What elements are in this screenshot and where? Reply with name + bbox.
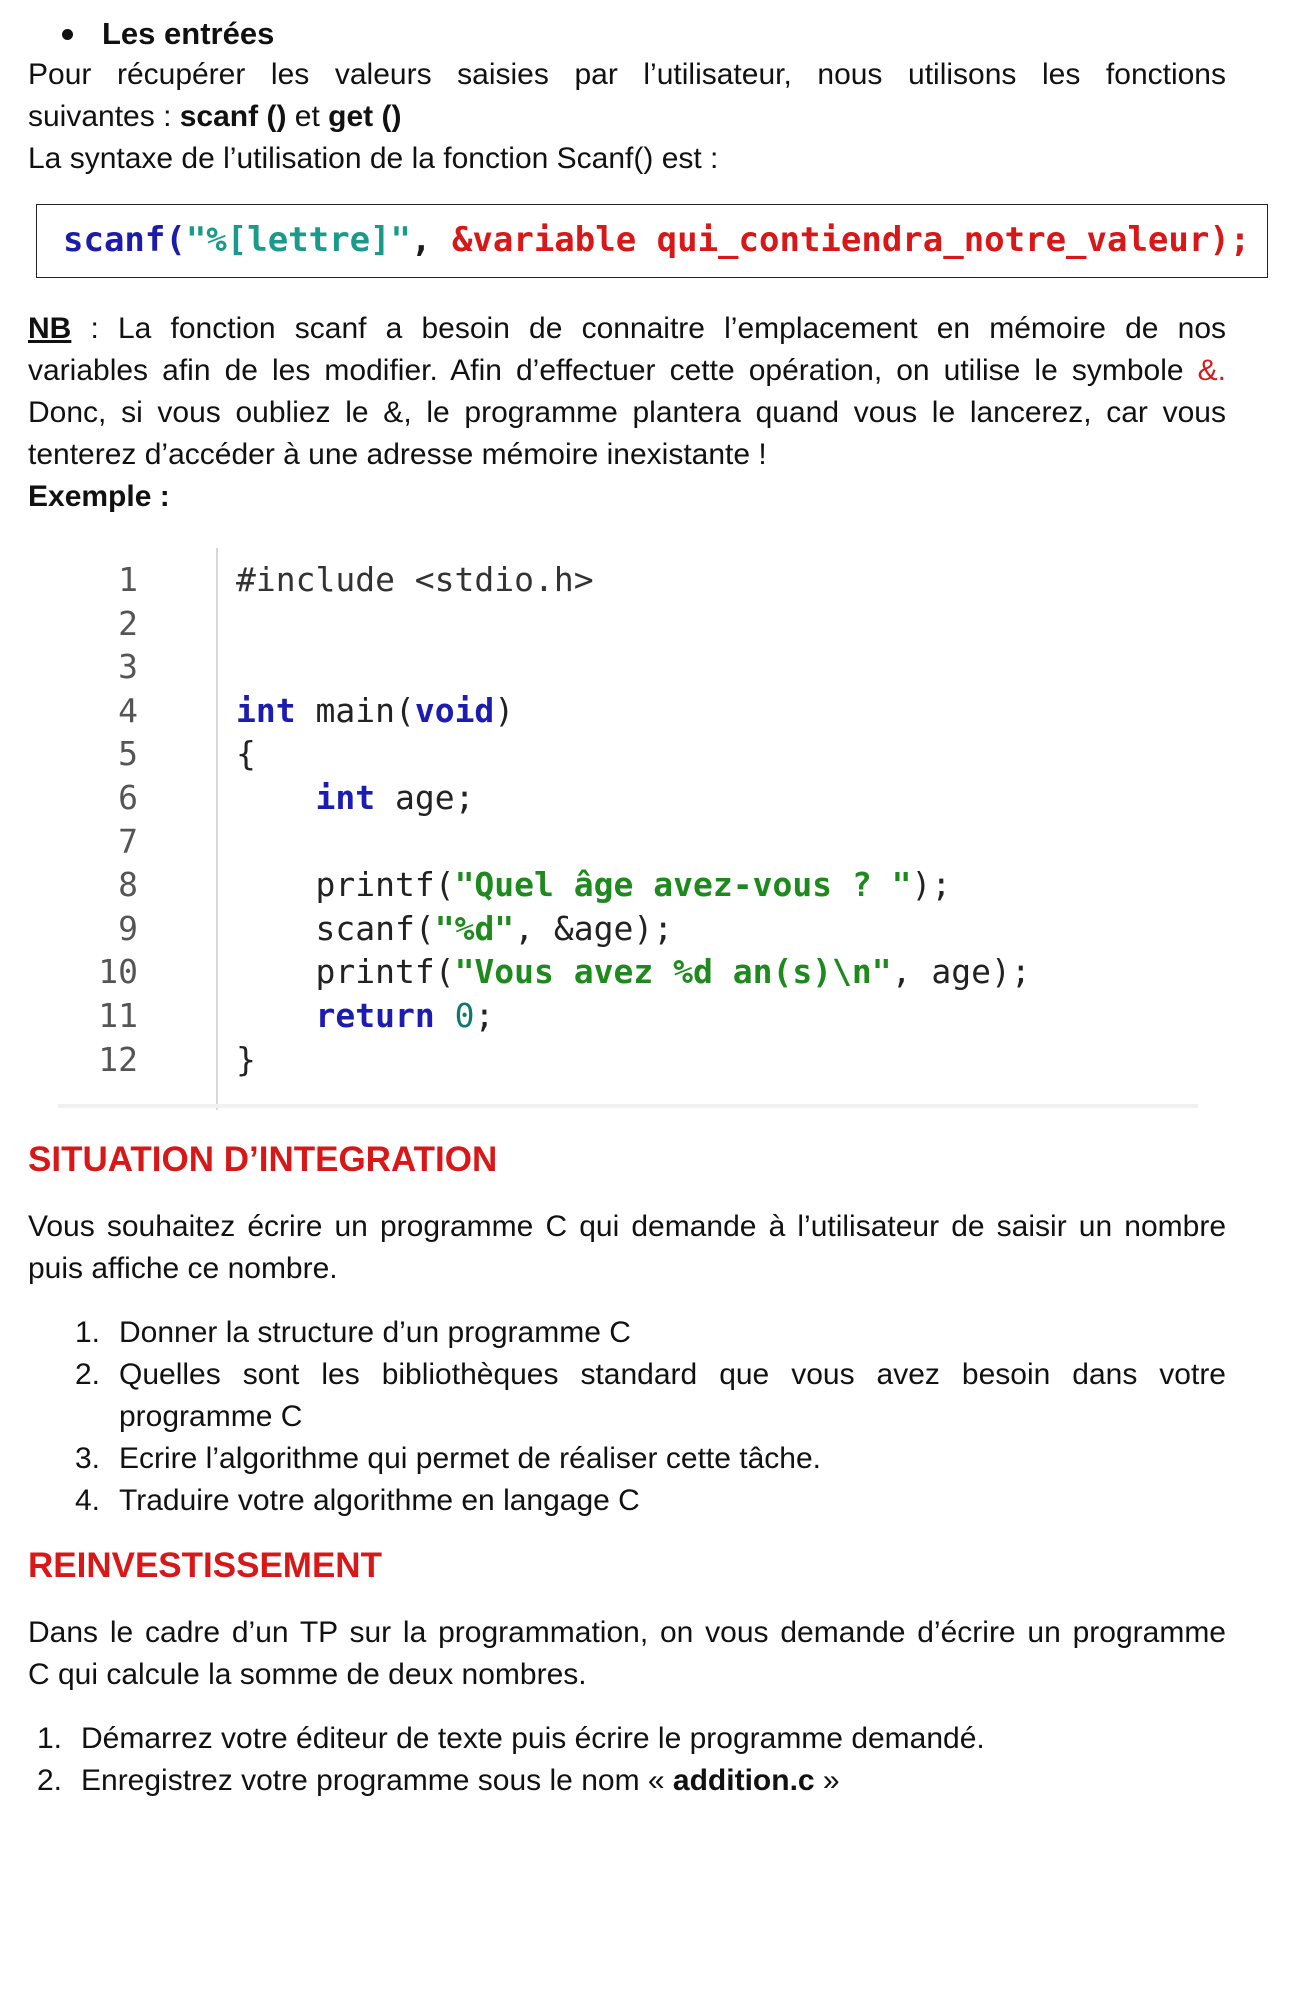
syntax-variable: &variable qui_contiendra_notre_valeur); (451, 220, 1251, 260)
intro-line-3: La syntaxe de l’utilisation de la fonction Scanf() est : (28, 142, 719, 175)
code-line-10: printf("Vous avez %d an(s)\n", age); (315, 952, 1031, 992)
code-line-1: #include <stdio.h> (236, 560, 594, 599)
syntax-box (36, 204, 1268, 278)
line-number-gutter (60, 558, 158, 1081)
code-bottom-divider (58, 1104, 1198, 1108)
get-term: get () (328, 100, 402, 133)
code-line-2 (236, 602, 1031, 646)
code-line-9: scanf("%d", &age); (315, 908, 674, 948)
list-item: 2. Quelles sont les bibliothèques standard que vous avez besoin dans votre programme C (75, 1358, 1226, 1433)
code-line-3 (236, 645, 1031, 689)
line-number: 8 (118, 865, 138, 905)
heading-text: Les entrées (102, 16, 275, 51)
line-number: 2 (118, 603, 138, 643)
code-line-7 (236, 820, 1031, 864)
situation-line-1: Vous souhaitez écrire un programme C qui demande à l’utilisateur de saisir un nombre (28, 1210, 1226, 1243)
intro-line-2: suivantes : scanf () et get () (28, 100, 402, 133)
code-listing (60, 530, 1196, 1108)
intro-line-1: Pour récupérer les valeurs saisies par l’utilisateur, nous utilisons les fonctions (28, 58, 1226, 91)
situation-line-2: puis affiche ce nombre. (28, 1252, 338, 1285)
nb-label: NB (28, 312, 72, 345)
bullet-heading (66, 14, 274, 54)
list-item: 1. Démarrez votre éditeur de texte puis écrire le programme demandé. (37, 1722, 985, 1755)
reinvest-line-2: C qui calcule la somme de deux nombres. (28, 1658, 587, 1691)
example-label: Exemple : (28, 480, 170, 513)
situation-list (75, 1312, 1226, 1522)
syntax-sep: , (411, 220, 452, 260)
ampersand-symbol: &. (1197, 354, 1226, 387)
code-line-11: return 0; (315, 995, 495, 1035)
code-line-12: } (236, 1039, 256, 1079)
syntax-format: "%[lettre]" (185, 220, 411, 260)
nb-paragraph (28, 308, 1226, 518)
list-item: 4. Traduire votre algorithme en langage C (75, 1484, 640, 1517)
line-number: 9 (118, 908, 138, 948)
list-item: 3. Ecrire l’algorithme qui permet de réaliser cette tâche. (75, 1442, 821, 1475)
line-number: 11 (98, 995, 138, 1035)
line-number: 5 (118, 734, 138, 774)
nb-line-1: NB : La fonction scanf a besoin de connaitre l’emplacement en mémoire de nos (28, 312, 1226, 345)
reinvest-title: REINVESTISSEMENT (28, 1546, 382, 1585)
line-number: 3 (118, 647, 138, 687)
filename: addition.c (672, 1764, 815, 1797)
nb-line-3: Donc, si vous oubliez le &, le programme plantera quand vous le lancerez, car vous (28, 396, 1226, 429)
list-item: 1. Donner la structure d’un programme C (75, 1316, 631, 1349)
code-lines (236, 558, 1031, 1081)
reinvest-line-1: Dans le cadre d’un TP sur la programmation, on vous demande d’écrire un programme (28, 1616, 1226, 1649)
code-line-5: { (236, 734, 256, 774)
reinvest-list (37, 1718, 1226, 1802)
nb-line-2: variables afin de les modifier. Afin d’effectuer cette opération, on utilise le symbole &. (28, 354, 1226, 387)
line-number: 10 (98, 952, 138, 992)
line-number: 1 (118, 560, 138, 599)
situation-title: SITUATION D’INTEGRATION (28, 1140, 498, 1179)
line-number: 6 (118, 777, 138, 817)
gutter-divider (216, 548, 218, 1110)
code-line-4: int main(void) (236, 690, 515, 730)
code-line-6: int age; (315, 777, 475, 817)
nb-line-4: tenterez d’accéder à une adresse mémoire inexistante ! (28, 438, 767, 471)
scanf-term: scanf () (179, 100, 287, 133)
reinvest-paragraph (28, 1612, 1226, 1696)
code-line-8: printf("Quel âge avez-vous ? "); (315, 865, 952, 905)
syntax-fn: scanf( (63, 220, 186, 260)
intro-paragraph (28, 54, 1226, 180)
line-number: 7 (118, 821, 138, 861)
situation-paragraph (28, 1206, 1226, 1290)
line-number: 12 (98, 1039, 138, 1079)
line-number: 4 (118, 690, 138, 730)
list-item: 2. Enregistrez votre programme sous le nom « addition.c » (37, 1764, 840, 1797)
bullet-icon (62, 29, 73, 40)
